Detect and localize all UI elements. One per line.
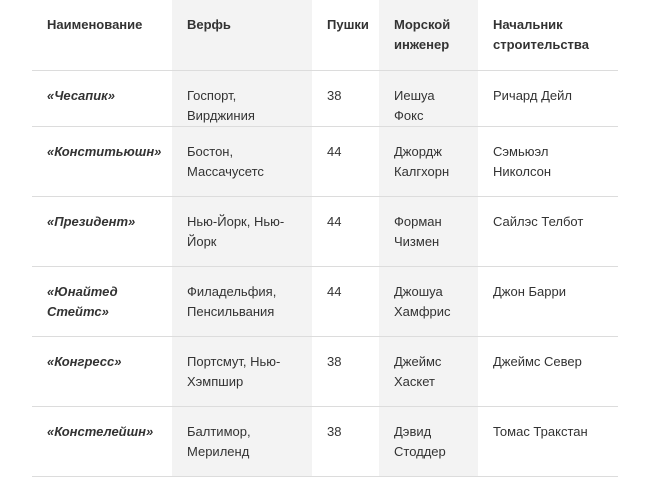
cell-construction-supervisor: Джеймс Север <box>493 353 582 369</box>
table-row <box>32 406 618 476</box>
header-naval-constructor: Морской инженер <box>379 0 478 70</box>
header-name: Наименование <box>47 17 143 32</box>
cell-shipyard: Нью-Йорк, Нью-Йорк <box>172 196 312 266</box>
cell-name: «Президент» <box>47 213 136 229</box>
cell-construction-supervisor: Ричард Дейл <box>493 87 572 103</box>
cell-name: «Чесапик» <box>47 87 115 103</box>
frigates-table <box>32 0 618 477</box>
cell-construction-supervisor: Сайлэс Телбот <box>493 213 584 229</box>
cell-guns: 44 <box>327 143 342 159</box>
cell-guns: 44 <box>327 283 342 299</box>
cell-guns: 38 <box>327 423 342 439</box>
cell-shipyard: Филадельфия, Пенсильвания <box>172 266 312 336</box>
table-row <box>32 70 618 126</box>
cell-construction-supervisor: Сэмьюэл Николсон <box>493 143 552 179</box>
cell-naval-constructor: Форман Чизмен <box>379 196 478 266</box>
cell-shipyard: Бостон, Массачусетс <box>172 126 312 196</box>
cell-naval-constructor: Джордж Калгхорн <box>379 126 478 196</box>
cell-guns: 44 <box>327 213 342 229</box>
cell-name: «Юнайтед Стейтс» <box>47 283 118 319</box>
table-row <box>32 126 618 196</box>
cell-construction-supervisor: Томас Тракстан <box>493 423 588 439</box>
table-row <box>32 196 618 266</box>
cell-naval-constructor: Дэвид Стоддер <box>379 406 478 476</box>
cell-name: «Констелейшн» <box>47 423 154 439</box>
cell-shipyard: Госпорт, Вирджиния <box>172 70 312 126</box>
header-guns: Пушки <box>327 17 369 32</box>
cell-name: «Конгресс» <box>47 353 122 369</box>
table-row <box>32 266 618 336</box>
header-shipyard: Верфь <box>172 0 312 70</box>
cell-naval-constructor: Джеймс Хаскет <box>379 336 478 406</box>
cell-construction-supervisor: Джон Барри <box>493 283 567 299</box>
header-construction-supervisor: Начальник строительства <box>493 17 589 52</box>
cell-naval-constructor: Иешуа Фокс <box>379 70 478 126</box>
cell-name: «Конститьюшн» <box>47 143 162 159</box>
cell-shipyard: Портсмут, Нью-Хэмпшир <box>172 336 312 406</box>
table-row <box>32 336 618 406</box>
frigates-table-container <box>32 0 618 477</box>
cell-shipyard: Балтимор, Мериленд <box>172 406 312 476</box>
header-row <box>32 0 618 70</box>
cell-guns: 38 <box>327 87 342 103</box>
cell-guns: 38 <box>327 353 342 369</box>
cell-naval-constructor: Джошуа Хамфрис <box>379 266 478 336</box>
